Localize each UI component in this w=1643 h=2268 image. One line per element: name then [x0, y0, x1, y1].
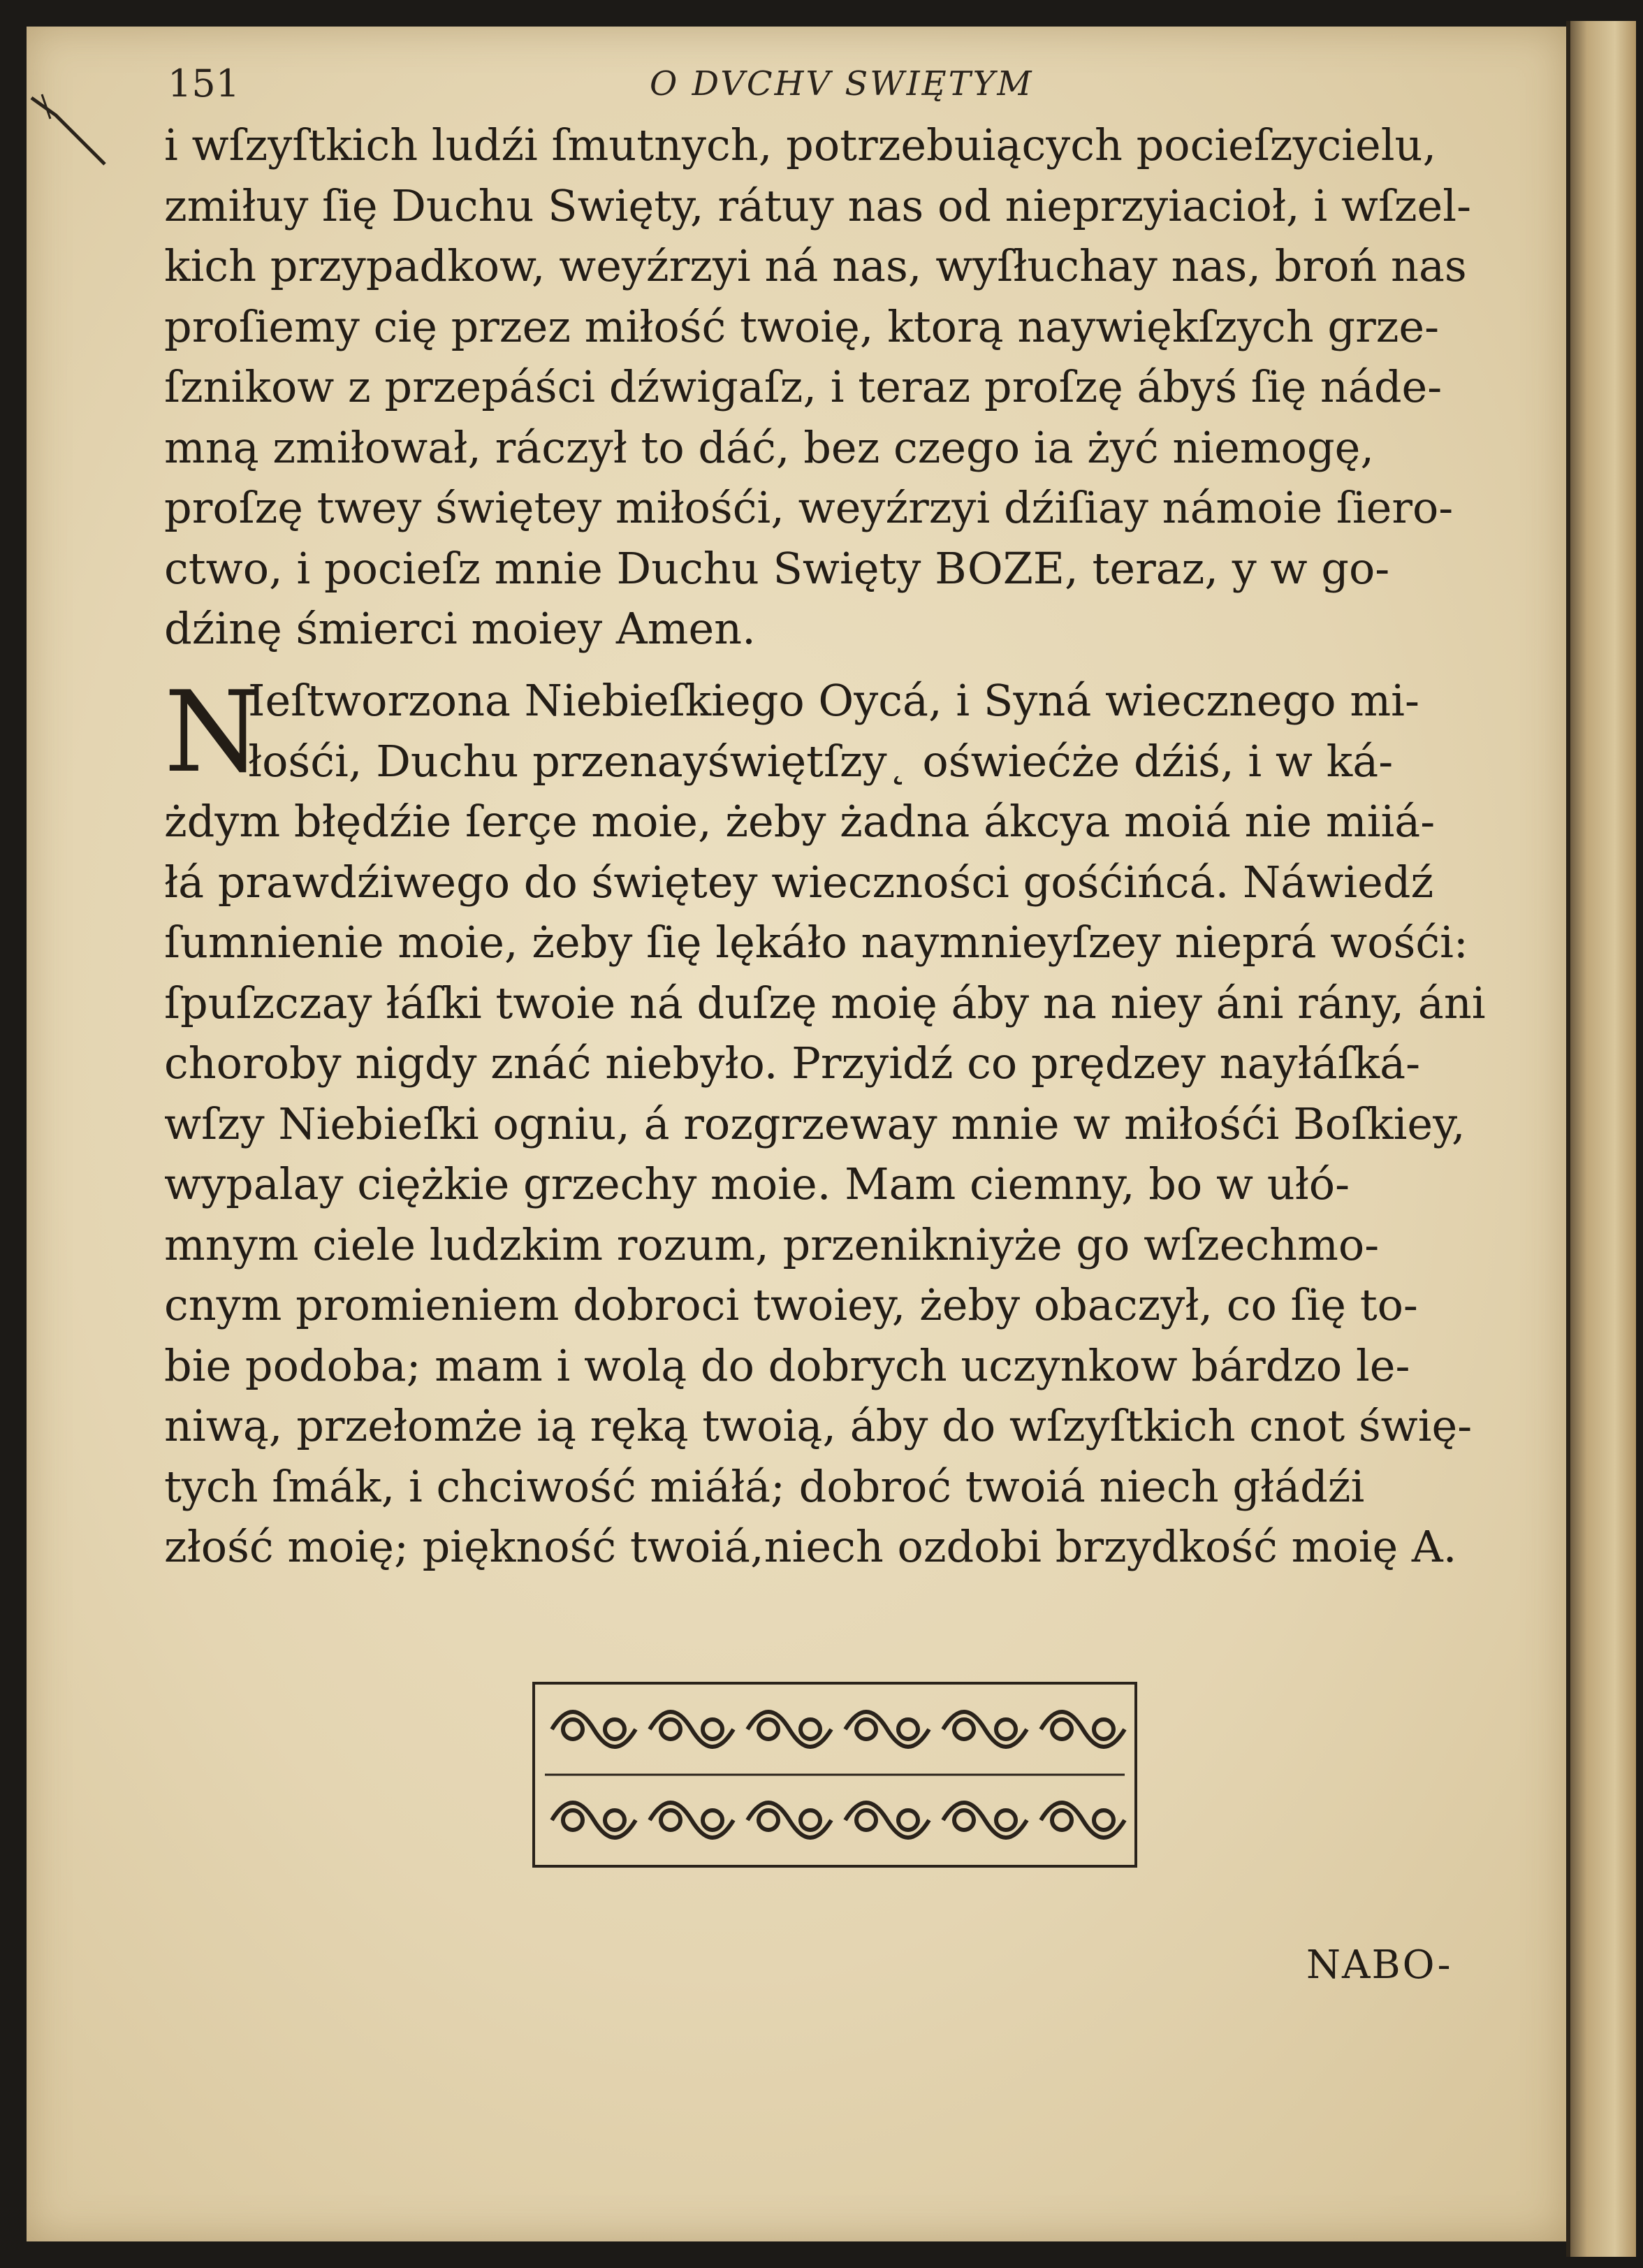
text-line: dźinę śmierci moiey Amen.	[164, 603, 756, 654]
text-line: łá prawdźiwego do świętey wieczności gośćińcá. Náwiedź	[164, 856, 1434, 908]
text-line: niwą, przełomże ią ręką twoią, áby do wſzyſtkich cnot świę-	[164, 1400, 1473, 1451]
text-line: zmiłuy ſię Duchu Swięty, rátuy nas od nieprzyiacioł, i wſzel-	[164, 180, 1472, 231]
catchword: NABO-	[1306, 1942, 1452, 1988]
page-number: 151	[168, 61, 240, 106]
text-line: wypalay ciężkie grzechy moie. Mam ciemny, bo w ułó-	[164, 1158, 1350, 1209]
text-line: ſznikow z przepáści dźwigaſz, i teraz proſzę ábyś ſię náde-	[164, 361, 1443, 412]
text-line: wſzy Niebieſki ogniu, á rozgrzeway mnie w miłośći Boſkiey,	[164, 1098, 1466, 1149]
text-line: Ieſtworzona Niebieſkiego Oycá, i Syná wiecznego mi-	[248, 675, 1419, 726]
text-line: cnym promieniem dobroci twoiey, żeby obaczył, co ſię to-	[164, 1279, 1418, 1330]
text-line: proſiemy cię przez miłość twoię, ktorą naywiękſzych grze-	[164, 300, 1440, 352]
text-line: mną zmiłował, ráczył to dáć, bez czego ia żyć niemogę,	[164, 421, 1375, 473]
text-line: ſumnienie moie, żeby ſię lękáło naymnieyſzey nieprá wośći:	[164, 917, 1468, 968]
text-line: i wſzyſtkich ludźi ſmutnych, potrzebuiących pocieſzycielu,	[164, 119, 1437, 170]
text-line: złość moię; piękność twoiá,niech ozdobi brzydkość moię A.	[164, 1521, 1457, 1572]
text-line: tych ſmák, i chciwość miáłá; dobroć twoiá niech głádźi	[164, 1460, 1365, 1512]
facing-page-edge	[1566, 21, 1636, 2257]
page-header	[168, 61, 1495, 117]
drop-cap: N	[164, 667, 262, 797]
text-line: ctwo, i pocieſz mnie Duchu Swięty BOZE, teraz, y w go-	[164, 542, 1390, 594]
running-head: O DVCHV SWIĘTYM	[650, 64, 1034, 103]
text-line: proſzę twey świętey miłośći, weyźrzyi dźiſiay námoie ſiero-	[164, 482, 1454, 533]
text-line: mnym ciele ludzkim rozum, przenikniyże go wſzechmo-	[164, 1219, 1380, 1270]
text-line: bie podoba; mam i wolą do dobrych uczynkow bárdzo le-	[164, 1339, 1410, 1391]
pen-mark-icon	[28, 91, 112, 175]
paragraph-1	[164, 115, 1540, 660]
text-line: kich przypadkow, weyźrzyi ná nas, wyſłuchay nas, broń nas	[164, 240, 1467, 291]
paragraph-2	[164, 667, 1540, 1578]
printers-ornament-icon	[531, 1680, 1139, 1869]
text-line: choroby nigdy znáć niebyło. Przyidź co prędzey nayłáſká-	[164, 1038, 1421, 1089]
text-line: ſpuſzczay łáſki twoie ná duſzę moię áby na niey áni rány, áni	[164, 977, 1486, 1028]
text-line: łośći, Duchu przenayświętſzy˛ oświećże dźiś, i w ká-	[248, 735, 1394, 787]
text-line: żdym błędźie ſerçe moie, żeby żadna ákcya moiá nie miiá-	[164, 796, 1436, 847]
